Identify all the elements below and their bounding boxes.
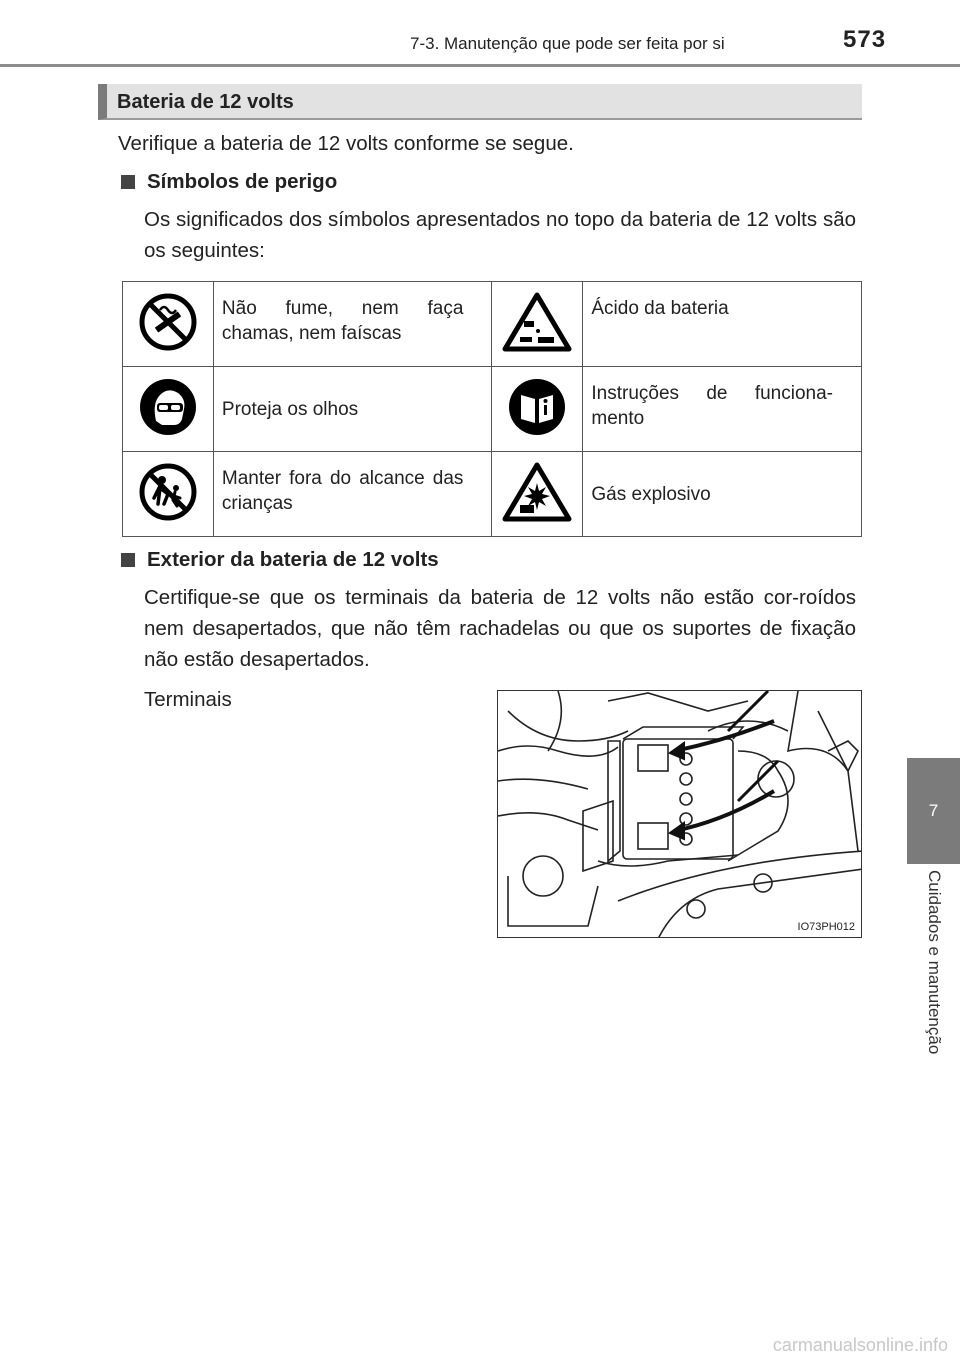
bullet-square-icon: [121, 175, 135, 189]
symbol-text: Não fume, nem faça chamas, nem faíscas: [213, 282, 492, 367]
section-title: Bateria de 12 volts: [117, 91, 294, 113]
exterior-heading: [121, 548, 439, 572]
symbol-cell: [123, 367, 214, 452]
battery-acid-icon: [502, 291, 572, 353]
symbol-cell: [492, 452, 583, 537]
symbol-cell: [492, 282, 583, 367]
symbol-cell: [123, 282, 214, 367]
symbol-text: Gás explosivo: [583, 452, 862, 537]
no-smoking-icon: [138, 292, 198, 352]
symbol-text: Instruções de funciona-mento: [583, 367, 862, 452]
symbol-cell: [123, 452, 214, 537]
keep-away-children-icon: [138, 462, 198, 522]
engine-bay-drawing: [498, 691, 862, 938]
exterior-heading-text: Exterior da bateria de 12 volts: [147, 548, 439, 571]
image-code: IO73PH012: [797, 921, 855, 933]
hazard-heading: [121, 170, 337, 194]
eye-protection-icon: [138, 377, 198, 437]
table-row: [123, 452, 862, 537]
chapter-label: [907, 870, 960, 1110]
table-row: [123, 282, 862, 367]
table-row: [123, 367, 862, 452]
operating-instructions-icon: [507, 377, 567, 437]
symbol-text: Ácido da bateria: [583, 282, 862, 367]
symbol-cell: [492, 367, 583, 452]
bullet-square-icon: [121, 553, 135, 567]
battery-terminals-illustration: [497, 690, 862, 938]
exterior-text: Certifique-se que os terminais da bateria de 12 volts não estão cor-roídos nem desapertados, que não têm rachadelas ou que os suportes de fixação não estão desapertados.: [144, 586, 856, 671]
hazard-description: Os significados dos símbolos apresentados no topo da bateria de 12 volts são os seguintes:: [144, 208, 856, 262]
terminals-label: Terminais: [144, 688, 232, 711]
hazard-symbols-table: [122, 281, 862, 537]
explosive-gas-icon: [502, 461, 572, 523]
intro-text: Verifique a bateria de 12 volts conforme se segue.: [118, 132, 574, 155]
hazard-heading-text: Símbolos de perigo: [147, 170, 338, 193]
header-divider: [0, 64, 960, 67]
page-number: 573: [843, 26, 887, 53]
section-heading: [98, 84, 862, 120]
chapter-tab[interactable]: [907, 758, 960, 864]
header-section-title: 7-3. Manutenção que pode ser feita por si: [410, 34, 725, 53]
watermark: carmanualsonline.info: [772, 1335, 948, 1355]
symbol-text: Manter fora do alcance das crianças: [213, 452, 492, 537]
chapter-number: 7: [928, 801, 939, 820]
chapter-label-text: Cuidados e manutenção: [924, 870, 944, 1055]
symbol-text: Proteja os olhos: [213, 367, 492, 452]
